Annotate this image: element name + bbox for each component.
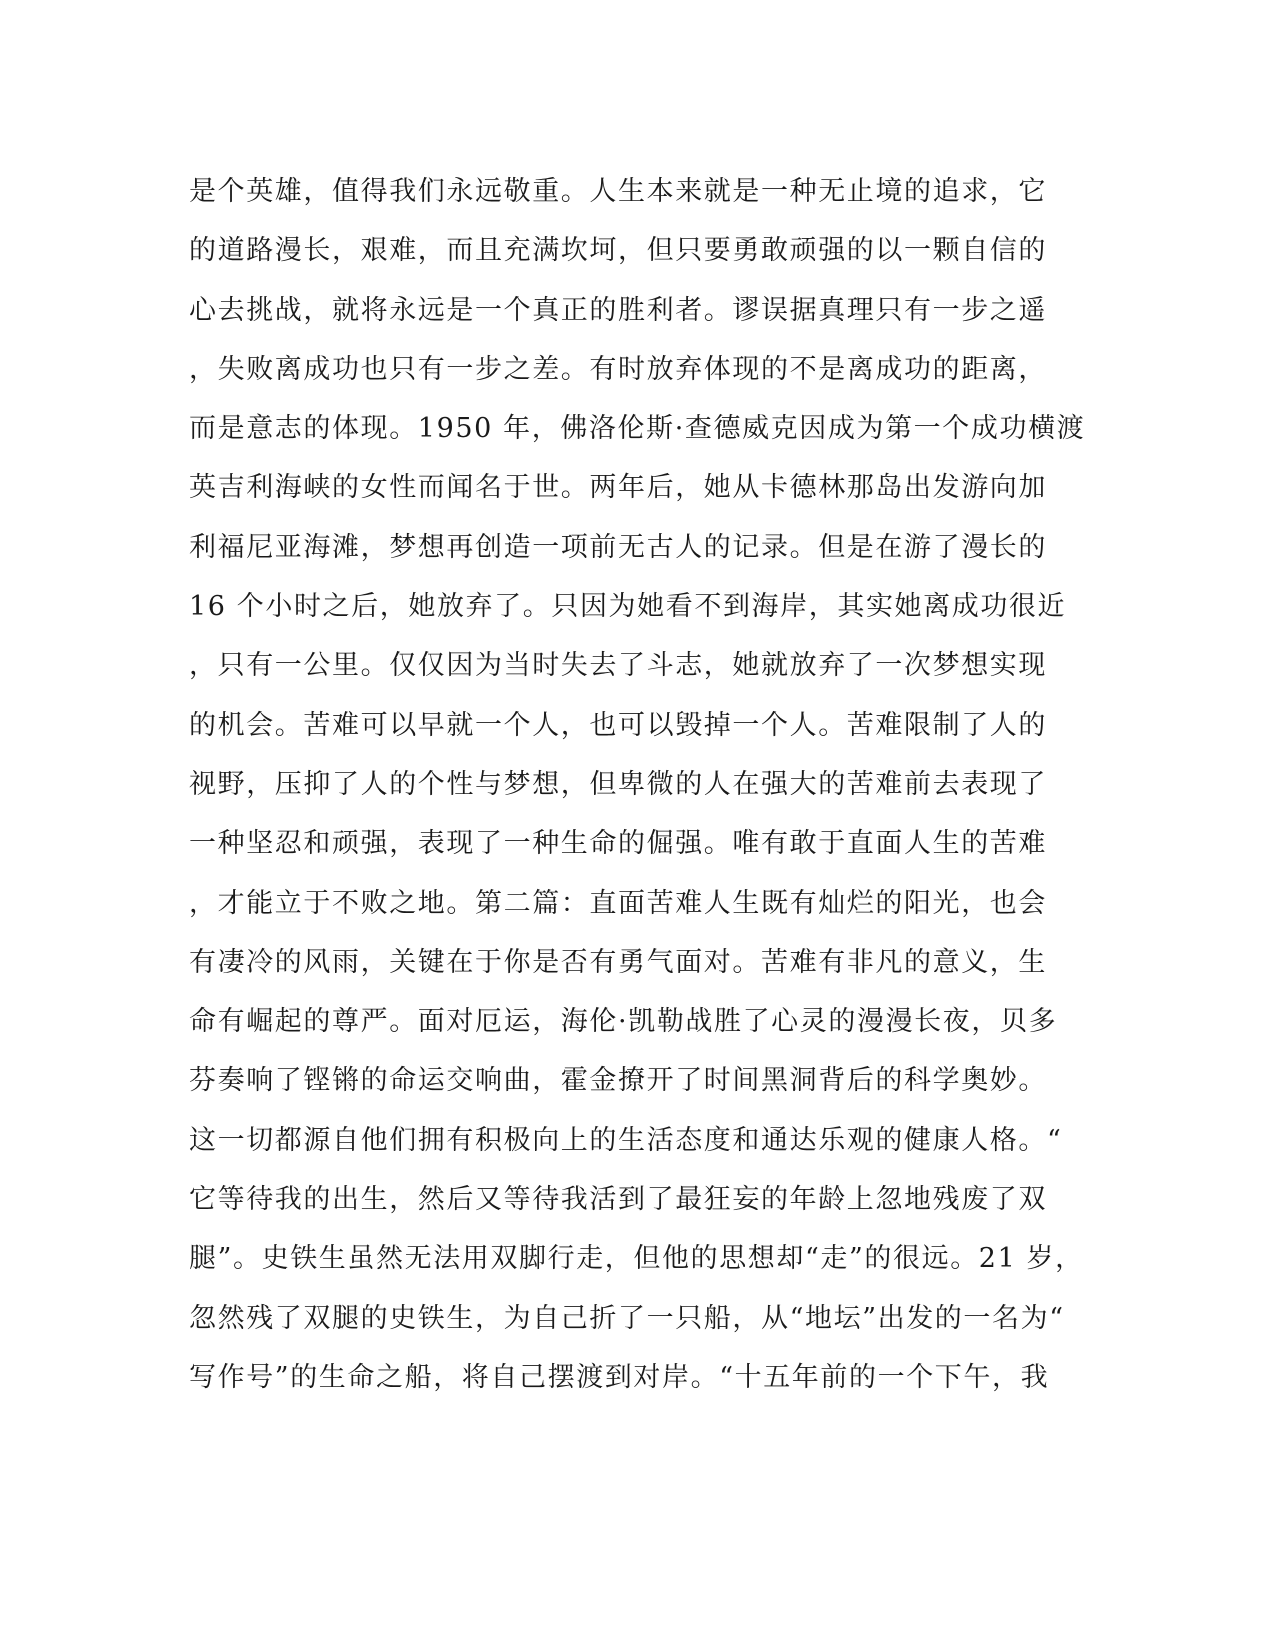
text-line: ，失败离成功也只有一步之差。有时放弃体现的不是离成功的距离， bbox=[189, 353, 1047, 385]
text-line: 芬奏响了铿锵的命运交响曲，霍金撩开了时间黑洞背后的科学奥妙。 bbox=[189, 1065, 1047, 1097]
text-line: 腿”。史铁生虽然无法用双脚行走，但他的思想却“走”的很远。21 岁， bbox=[189, 1243, 1084, 1275]
text-line: 而是意志的体现。1950 年，佛洛伦斯·查德威克因成为第一个成功横渡 bbox=[189, 413, 1086, 445]
body-text bbox=[189, 162, 1089, 1407]
text-line: 写作号”的生命之船，将自己摆渡到对岸。“十五年前的一个下午，我 bbox=[189, 1361, 1050, 1393]
text-line: 有凄冷的风雨，关键在于你是否有勇气面对。苦难有非凡的意义，生 bbox=[189, 946, 1047, 978]
text-line: 一种坚忍和顽强，表现了一种生命的倔强。唯有敢于直面人生的苦难 bbox=[189, 828, 1047, 860]
text-line: 英吉利海峡的女性而闻名于世。两年后，她从卡德林那岛出发游向加 bbox=[189, 472, 1047, 504]
text-line: 视野，压抑了人的个性与梦想，但卑微的人在强大的苦难前去表现了 bbox=[189, 768, 1047, 800]
text-line: 的机会。苦难可以早就一个人，也可以毁掉一个人。苦难限制了人的 bbox=[189, 709, 1047, 741]
text-line: 忽然残了双腿的史铁生，为自己折了一只船，从“地坛”出发的一名为“ bbox=[189, 1302, 1065, 1334]
text-line: ，只有一公里。仅仅因为当时失去了斗志，她就放弃了一次梦想实现 bbox=[189, 650, 1047, 682]
text-line: 是个英雄，值得我们永远敬重。人生本来就是一种无止境的追求，它 bbox=[189, 176, 1047, 207]
text-line: 的道路漫长，艰难，而且充满坎坷，但只要勇敢顽强的以一颗自信的 bbox=[189, 235, 1047, 267]
text-line: 命有崛起的尊严。面对厄运，海伦·凯勒战胜了心灵的漫漫长夜，贝多 bbox=[189, 1006, 1058, 1038]
text-line: 这一切都源自他们拥有积极向上的生活态度和通达乐观的健康人格。“ bbox=[189, 1124, 1063, 1156]
text-line: 16 个小时之后，她放弃了。只因为她看不到海岸，其实她离成功很近 bbox=[189, 591, 1067, 623]
text-line: 心去挑战，就将永远是一个真正的胜利者。谬误据真理只有一步之遥 bbox=[189, 294, 1047, 326]
text-line: ，才能立于不败之地。第二篇：直面苦难人生既有灿烂的阳光，也会 bbox=[189, 887, 1047, 919]
text-line: 它等待我的出生，然后又等待我活到了最狂妄的年龄上忽地残废了双 bbox=[189, 1184, 1047, 1216]
text-line: 利福尼亚海滩，梦想再创造一项前无古人的记录。但是在游了漫长的 bbox=[189, 531, 1047, 563]
